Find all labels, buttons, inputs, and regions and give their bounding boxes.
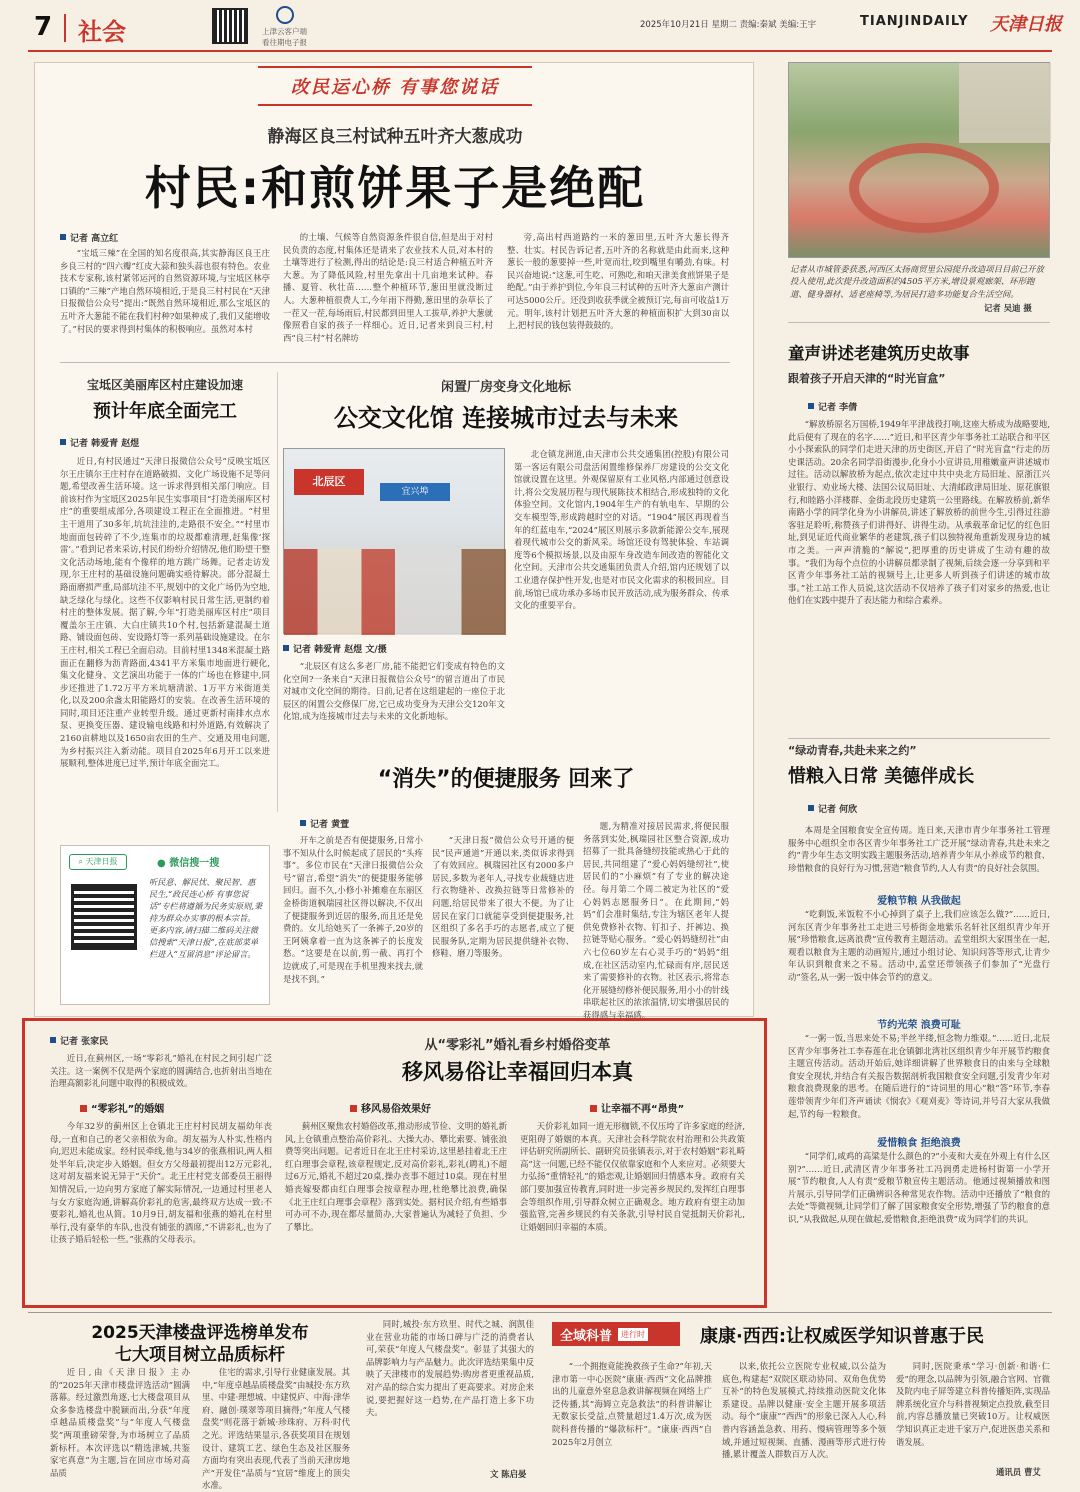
article3-kicker: 闲置厂房变身文化地标 <box>440 380 571 395</box>
section-marker-icon <box>350 1105 357 1112</box>
section-name: 社会 <box>78 18 126 46</box>
divider-right-1 <box>788 322 1050 323</box>
tianjin-cloud-logo-icon <box>276 6 294 24</box>
divider-lead <box>60 362 730 363</box>
promo-qr-code[interactable] <box>71 884 137 950</box>
bottom3-column-1: “一个拥抱竟能挽救孩子生命?”年初,天津市第一中心医院“康康·西西”文化品牌推出的儿童意外窒息急救讲解视频在网络上广泛传播,其“海姆立克急救法”的科普讲解让无数家长受益,点赞量超过1.4万次,成为医院科普传播的“爆款标杆”。“康康·西西”自2025年2月创立 <box>552 1361 712 1447</box>
page-number: 7 <box>34 12 53 42</box>
wechat-search-label <box>157 854 219 869</box>
bottom3-column-2: 以来,依托公立医院专业权威,以公益为底色,构建起“双院区联动协同、双角色优势互补”的特色发展模式,持续推动医院文化体系建设。品牌以健康·安全主题开展多项活动。每个“康康”“西西”的形象已深入人心,科普内容涵盖急救、用药、慢病管理等多个领域,并通过短视频、直播、漫画等形式进行传播,累计覆盖人群数百万人次。 <box>722 1361 886 1460</box>
side2-subhead-2: 节约光荣 浪费可耻 <box>877 1020 961 1031</box>
wechat-icon: ● <box>157 858 166 869</box>
featured-section-2 <box>350 1100 431 1115</box>
lead-column-3: 旁,高出村西道路约一米的葱田里,五叶齐大葱长得齐整、壮实。村民告诉记者,五叶齐的名称就是由此而来,这种葱长一般的葱要掉一些,叶宽而壮,咬到嘴里有嚼劲,有味。村民兴奋地说:“这葱,可生吃、可熟吃,和咱天津美食煎饼果子是绝配。”由于养护到位,今年良三村试种的五叶齐大葱亩产测计可达5000公斤。还没到收获季就全被预订完,每亩可收益1万元。明年,该村计划把五叶齐大葱的种植面积扩大到30亩以上,把村民的钱包装得鼓鼓的。 <box>507 232 729 331</box>
photo-sign-station-text: 宜兴埠 <box>401 487 429 497</box>
featured-intro: 近日,在蓟州区,一场“零彩礼”婚礼在村民之间引起广泛关注。这一案例不仅是两个家庭的圆满结合,也折射出当地在治理高额彩礼问题中取得的积极成效。 <box>50 1053 272 1089</box>
masthead-rule <box>28 50 1052 52</box>
photo-sign-red-text: 北辰区 <box>312 475 346 488</box>
article3-byline: 记者 韩爱青 赵煜 文/摄 <box>283 642 387 655</box>
side1-headline: 童声讲述老建筑历史故事 <box>788 344 970 363</box>
side2-intro: 本周是全国粮食安全宣传周。连日来,天津市青少年事务社工管理服务中心组织全市各区青少年事务社工广泛开展“绿动青春,共赴未来之约”青少年生态文明实践主题服务活动,培养青少年从小养成节约粮食、珍惜粮食的良好行为习惯,营造“粮食节约,人人有责”的良好社会氛围。 <box>788 825 1050 873</box>
article2-body: 近日,有村民通过“天津日报微信公众号”反映宝坻区尔王庄镇尔王庄村存在道路破损、文化广场设施不足等问题,希望改善生活环境。这一诉求得到相关部门响应。目前该村作为宝坻区2025年民生实事项目“打造美丽库区村庄”的重要组成部分,各项建设工程正在全面推进。“村里主干道用了30多年,坑坑洼洼的,走路很不安全。”“村里市地面面包砖碎了不少,连集市的垃圾都难清理,赶集像‘探雷’。”看到记者来采访,村民们纷纷介绍情况,他们盼望干整文化活动场地,能有个像样的地方跳广场舞。记者走访发现,尔王庄村的基础设施问题确实亟待解决。部分混凝土路面磨损严重,局部坑洼不平,规划中的文化广场仍为空地,缺乏绿化与绿化。这些不仅影响村民日常生活,更制约着村庄的整体发展。据了解,今年“打造美丽库区村庄”项目覆盖尔王庄镇、大白庄镇共10个村,包括新建混凝土道路、铺设面包砖、安设路灯等一系列基础设施建设。在尔王庄村,相关工程已全面启动。目前村里1348米混凝土路面正在翻修为沥青路面,4341平方米集市地面进行硬化,集文化健身、文艺演出功能于一体的广场也在修建中,同步还推进了1.72万平方米坑塘清淤、1万平方米街道美化,以及200余盏太阳能路灯的安装。在改善生活环境的同时,项目还注重产业转型升级。通过更新村南排水点水泵、更换变压器、建设输电线路和村外道路,有效解决了2160亩耕地以及1650亩农田的生产、交通及用电问题,为乡村振兴注入新动能。项目自2025年6月开工以来进展顺利,整体进度已过半,预计年底全面完工。 <box>60 456 270 769</box>
side2-body-1: “吃剩饭,米饭粒不小心掉到了桌子上,我们应该怎么做?”……近日,河东区青少年事务社工走进三号桥街金地紫乐名轩社区组织青少年开展“珍惜粮食,远离浪费”宣传教育主题活动。孟堂组织大家围坐在一起,观看以粮食为主题的动画短片,通过小组讨论、知识问答等形式,让青少年认识到粮食来之不易。活动中,孟堂还带领孩子们参加了“光盘行动”签名,从一粥一饭中体会节约的意义。 <box>788 909 1050 982</box>
paper-name-cn: 天津日报 <box>990 14 1062 35</box>
park-track-ring <box>849 143 999 233</box>
park-building <box>959 63 1051 143</box>
article4-column-2: “天津日报”微信公众号开通的便民“民声通道”开通以来,类似诉求得到了有效回应。枫瑞园社区有2000多户居民,多数为老年人,寻找专业裁缝店进行衣物缝补、改换拉链等日常修补的问题,给居民带来了很大不便。为了让居民在家门口就能享受到便捷服务,社区组织了多名手巧的志愿者,成立了便民服务队,定期为居民提供缝补衣物、修鞋、磨刀等服务。 <box>432 835 574 959</box>
bottom3-headline: 康康·西西:让权威医学知识普惠于民 <box>700 1326 985 1347</box>
article2-kicker: 宝坻区美丽库区村庄建设加速 <box>86 378 243 392</box>
lead-kicker: 静海区良三村试种五叶齐大葱成功 <box>267 127 523 147</box>
popsci-badge-tag: 进行时 <box>618 1328 648 1341</box>
lead-column-1: “宝坻三辣”在全国的知名度很高,其实静海区良王庄乡良三村的“四六瓣”红皮大蒜和独头蒜也很有特色。农业技术专家称,该村紧邻运河的自然资源环境,与宝坻区林亭口镇的“三辣”产地自然环境相近,于是良三村村民在“天津日报微信公众号”提出:“既然自然环境相近,那么宝坻区的五叶齐大葱能不能在我们村种?如果种成了,我们又能增收了。”村民的要求得到村集体的积极响应。虽然对本村 <box>60 248 270 334</box>
article3-body-right: 北仓镇龙洲道,由天津市公共交通集团(控股)有限公司第一客运有限公司盘活闲置维修保养厂房建设的公交文化馆就设置在这里。外观保留原有工业风格,内部通过创意设计,将公交发展历程与现代展陈技术相结合,形成独特的文化体验空间。文化馆内,1904年生产的有轨电车、早期的公交车模型等,形成跨越时空的对话。“1904”展区再现着当年的红蓝电车,“2024”展区则展示多款新能源公交车,展现着现代城市公交的新风采。场馆还设有驾驶体验、车站调度等6个模拟场景,以及由原车身改造车间改造的智能化文化空间。天津市公共交通集团负责人介绍,馆内还规划了以工业遗存保护性开发,也是对市民文化需求的积极回应。目前,场馆已成功承办多场市民开放活动,成为服务群众、传承文化的重要平台。 <box>514 449 729 611</box>
side2-subhead-3: 爱惜粮食 拒绝浪费 <box>877 1138 961 1149</box>
featured-section-3-title: 让幸福不再“昂贵” <box>601 1104 685 1115</box>
section-marker-icon <box>590 1105 597 1112</box>
park-photo <box>788 62 1050 258</box>
promo-text: 听民意、解民忧、聚民智、惠民生,“政民连心桥 有事您说话”专栏将遵循为民务实原则,秉持为群众办实事的根本宗旨。更多内容,请扫描二维码关注微信搜索“天津日报”,在底部菜单栏进入“互留消息”评论留言。 <box>149 877 263 959</box>
featured-section-1 <box>80 1100 164 1115</box>
photo-sign-station <box>380 483 450 501</box>
lead-column-2: 的土壤、气候等自然资源条件很自信,但是出于对村民负责的态度,村集体还是请来了农业技术人员,对本村的土壤等进行了检测,得出的结论是:良三村适合种植五叶齐大葱。为了降低风险,村里先拿出十几亩地来试种。春播、夏管、秋壮苗……整个种植环节,葱田里就没断过人。大葱种植很费人工,今年雨下得勤,葱田里的杂草长了一茬又一茬,每场雨后,村民都到田里人工拔草,养护大葱就像照看自家的孩子一样细心。近日,记者来到良三村,村西“良三村”村名牌坊 <box>283 232 493 343</box>
column-banner <box>258 66 532 106</box>
bottom1-headline-1: 2025天津楼盘评选榜单发布 <box>91 1323 309 1343</box>
featured-column-2: 蓟州区聚焦农村婚俗改革,推动形成节俭、文明的婚礼新风,上仓镇重点整治高价彩礼、大操大办、攀比索要、铺张浪费等突出问题。记者近日在北王庄村采访,这里悬挂着北王庄红白理事会章程,该章程规定,反对高价彩礼,彩礼(聘礼)不超过6万元,婚礼不超过20桌,操办丧事不超过10桌。现在村里婚丧嫁娶都由红白理事会按章程办理,杜绝攀比浪费,确保《北王庄红白理事会章程》落到实处。据村民介绍,有些婚事可办可不办,现在都尽量简办,大家普遍认为减轻了负担、少了攀比。 <box>285 1121 507 1232</box>
article4-column-1: 开车之前是否有便捷服务,日常小事不知从什么时候起成了居民的“头疼事”。多位市民在“天津日报微信公众号”留言,希望“消失”的便捷服务能够回归。面不久,小修小补摊难在东丽区金桥街道枫瑞园社区得以解决,不仅出了便捷服务到近居的服务,而且还是免费的。女儿给她买了一条裤子,20岁的王阿姨拿着一直为这条裤子的长度发愁。“这要是在以前,剪一截、再打个边就成了,可是现在手机里搜来找去,就是找不到。” <box>283 835 423 984</box>
featured-section-3 <box>590 1100 684 1115</box>
promo-tag[interactable] <box>69 854 127 870</box>
featured-section-2-title: 移风易俗效果好 <box>361 1104 431 1115</box>
masthead-divider <box>64 14 66 42</box>
featured-column-3: 天价彩礼如同一道无形枷锁,不仅压垮了许多家庭的经济,更阻碍了婚姻的本真。天津社会科学院农村治理和公共政策评估研究所副所长、副研究员张镇表示,对于农村婚姻“彩礼畸高”这一问题,已经不能仅仅依靠家庭和个人来应对。必须要大力弘扬“重情轻礼”的婚恋观,让婚姻回归情感本身。政府有关部门要加强宣传教育,同时进一步完善乡规民约,发挥红白理事会等组织作用,引导群众树立正确观念。地方政府有望主动加强监管,完善乡规民约有关条款,引导村民自觉抵制天价彩礼,让婚姻回归幸福的本质。 <box>520 1121 745 1232</box>
side1-subhead: 跟着孩子开启天津的“时光盲盒” <box>788 372 946 385</box>
issue-date: 2025年10月21日 星期二 责编:秦斌 美编:王宇 <box>640 20 817 30</box>
article2-byline: 记者 韩爱青 赵煜 <box>60 436 139 449</box>
side2-byline: 记者 何欣 <box>808 802 857 815</box>
masthead-qr-code <box>212 8 248 44</box>
divider-right-2 <box>788 738 1050 739</box>
side1-byline: 记者 李倩 <box>808 400 857 413</box>
featured-section-1-title: “零彩礼”的婚姻 <box>91 1104 165 1115</box>
lead-byline: 记者 高立红 <box>60 231 118 244</box>
qr-caption-2: 看往期电子报 <box>262 38 307 47</box>
bottom3-column-3: 同时,医院秉承“学习·创新·和谐·仁爱”的理念,以品牌为引领,融合官网、官微及院内电子屏等建立科普传播矩阵,实现品牌系统化宣介与科普视频定点投放,截至目前,内容总播放量已突破10万。让权威医学知识真正走进千家万户,促进医患关系和谐发展。 <box>896 1361 1050 1447</box>
park-photo-caption: 记者从市城管委获悉,河西区太扬商贸里公园提升改造项目目前已开放投入使用,此次提升改造面积约4505平方米,增设景观廊架、环形跑道、健身器材、适老座椅等,为居民打造多功能复合生活空间。 <box>790 264 1044 299</box>
section-marker-icon <box>80 1105 87 1112</box>
article4-column-3: 题,为精准对接居民需求,将便民服务落到实处,枫瑞园社区整合资源,成功招募了一批具备缝纫技能或热心于此的居民,共同组建了“爱心妈妈缝纫社”,使居民们的“小麻烦”有了专业的解决途径。每月第二个周二被定为社区的“爱心妈妈志愿服务日”。在此期间,“妈妈”们会准时集结,专注为辖区老年人提供免费修补衣物、钉扣子、扦裤边、换拉链等贴心服务。“爱心妈妈缝纫社”由六七位60岁左右心灵手巧的“妈妈”组成,在社区活动室内,忙碌而有序,居民送来了需要修补的衣物。社区表示,将常态化开展缝纫修补便民服务,用小小的针线串联起社区的浓浓温情,切实增强居民的获得感与幸福感。 <box>583 821 729 1020</box>
culture-museum-photo <box>283 448 505 634</box>
side2-body-3: “同学们,咸鸡的高粱是什么颜色的?”小麦和大麦在外观上有什么区别?”……近日,武清区青少年事务社工冯润勇走进杨村街第一小学开展“节约粮食,人人有责”爱粮节粮宣传主题活动。他通过视频播放和图片展示,引导同学们正确辨识各种常见农作物。活动中还播放了“粮食的去处”等微视频,让同学们了解了国家粮食安全形势,增强了节约粮食的意识,“从我做起,从现在做起,爱惜粮食,拒绝浪费”成为同学们的共识。 <box>788 1151 1050 1224</box>
paper-name-en: TIANJINDAILY <box>860 14 969 29</box>
search-icon: ⌕ <box>78 857 83 866</box>
side1-body: “解放桥原名万国桥,1949年平津战役打响,这座大桥成为战略要地,此后便有了现在的名字……”近日,和平区青少年事务社工站联合和平区小小探索队的同学们走进天津的历史街区,开启了“时光盲盒”行走的历史课活动。20余名同学沿街漫步,化身小小宣讲员,用稚嫩童声讲述城市过往。活动以解放桥为起点,依次走过中共中央北方局旧址、原浙江兴业银行、劝业场大楼、法国公议局旧址、大清邮政津局旧址、原花旗银行,和睦路小洋楼群、金街北段历史建筑一公里路线。在解放桥前,新华南路小学的同学化身为小讲解员,讲述了解放桥的前世今生,引得过往游客驻足聆听,称赞孩子们讲得好、讲得生动。从承载革命记忆的红色旧址,到见证近代商业繁华的老建筑,孩子们以独特视角重新发现身边的城市之美。一声声清脆的“解说”,把厚重的历史讲成了生动有趣的故事。“我们为每个点位的小讲解员都录制了视频,后续会逐一分享到和平区青少年事务社工站的视频号上,让更多人听到孩子们讲述的城市故事。”社工站工作人员说,这次活动不仅培养了孩子们对家乡的热爱,也让他们在实践中提升了表达能力和综合素养。 <box>788 419 1050 606</box>
vertical-divider-1 <box>277 372 278 812</box>
featured-byline: 记者 张家民 <box>50 1034 108 1047</box>
wechat-search-text: 微信搜一搜 <box>169 858 220 869</box>
divider-bottom <box>28 1312 1052 1313</box>
column-banner-text: 改民运心桥 有事您说话 <box>290 77 500 98</box>
photo-sign-red <box>294 469 364 495</box>
promo-tag-text: 天津日报 <box>85 857 118 866</box>
article2-headline: 预计年底全面完工 <box>93 401 237 422</box>
side2-headline: 惜粮入日常 美德伴成长 <box>788 766 975 787</box>
side2-subhead-1: 爱粮节粮 从我做起 <box>877 896 961 907</box>
qr-caption-1: 上津云客户端 <box>262 27 307 36</box>
photo-exhibit-wall <box>284 549 506 635</box>
park-photo-byline: 记者 吴迪 摄 <box>984 303 1032 313</box>
bottom2-author: 文 陈启晏 <box>490 1469 527 1479</box>
featured-kicker: 从“零彩礼”婚礼看乡村婚俗变革 <box>424 1038 611 1053</box>
bottom2-body: 同时,城投·东方玖里、时代之城、润凯佳业在营业功能的市场口碑与广泛的消费者认可,荣获“年度人气楼盘奖”。彰显了其强大的品牌影响力与产品魅力。此次评选结果集中反映了天津楼市的发展趋势:购房者更重视品质,对产品的综合实力提出了更高要求。对房企来说,要把握好这一趋势,在产品打造上多下功夫。 <box>366 1319 534 1418</box>
article3-headline: 公交文化馆 连接城市过去与未来 <box>333 404 679 432</box>
featured-column-1: 今年32岁的蓟州区上仓镇北王庄村村民胡友福幼年丧母,一直和自己的老父亲相依为命。胡友福为人朴实,性格内向,迟迟未能成家。经村民牵线,他与34岁的张燕相识,两人相处半年后,决定步入婚姻。但女方父母最初提出12万元彩礼,这对胡友福来说无异于“天价”。北王庄村党支部委员王丽得知情况后,一边向男方家庭了解实际情况,一边通过村里老人与女方家庭沟通,讲解高价彩礼的危害,最终双方达成一致:不要彩礼,婚礼也从简。10月9日,胡友福和张燕的婚礼在村里举行,没有豪华的车队,也没有铺张的酒席,“不讲彩礼,也为了让孩子婚后轻松一些。”张燕的父母表示。 <box>50 1121 272 1245</box>
side2-kicker: “绿动青春,共赴未来之约” <box>788 744 917 757</box>
masthead <box>0 0 1080 52</box>
wechat-promo-box <box>60 845 270 1005</box>
bottom1-headline-2: 七大项目树立品质标杆 <box>115 1345 285 1365</box>
featured-headline: 移风易俗让幸福回归本真 <box>402 1060 633 1084</box>
bottom3-author: 通讯员 曹艾 <box>996 1467 1041 1477</box>
bottom1-body-2: 住宅的需求,引导行业健康发展。其中,“年度卓越品质楼盘奖”由城投·东方玖里、中建·理想城、中建悦庐、中海·津华府、融创·璞翠等项目摘得;“年度人气楼盘奖”则花落于新城·珍珠府、万科·时代之光。评选结果显示,各获奖项目在规划设计、建筑工艺、绿色生态及社区服务方面均有突出表现,代表了当前天津房地产“开发住”品质与“宜居”维度上的顶尖水准。 <box>202 1367 350 1491</box>
popsci-badge-text: 全域科普 <box>560 1328 613 1344</box>
side2-body-2: “一粥一饭,当思来处不易;半丝半缕,恒念物力维艰。”……近日,北辰区青少年事务社工李春莲在北仓镇御北湾社区组织青少年开展节约粮食主题宣传活动。活动开始后,她详细讲解了世界粮食日的由来与全球粮食安全现状,并结合有关报告数据剖析我国粮食安全问题,引发青少年对粮食浪费现象的思考。在随后进行的“诗词里的用心”粮“答”环节,李春莲带领青少年们齐声诵读《悯农》《观刈麦》等诗词,并号召大家从我做起,节约每一粒粮食。 <box>788 1033 1050 1119</box>
article3-body-left: “北辰区有这么多老厂房,能不能把它们变成有特色的文化空间?一条来自“天津日报微信公众号”的留言道出了市民对城市文化空间的期待。日前,记者在这组建起的一座位于北辰区的闲置公交修保厂房,它已成功变身为天津公交120年文化馆,成为连接城市过去与未来的文化新地标。 <box>283 661 505 722</box>
bottom1-body-1: 近日,由《天津日报》主办的“2025年天津市楼盘评选活动”圆满落幕。经过激烈角逐,七大楼盘项目从众多参选楼盘中脱颖而出,分获“年度卓越品质楼盘奖”与“年度人气楼盘奖”两项重磅荣誉,为市场树立了品质新标杆。本次评选以“精选津城,共鉴家宅真意”为主题,旨在回应市场对高品质 <box>50 1367 190 1478</box>
article4-byline: 记者 黄萱 <box>300 817 349 830</box>
article4-headline: “消失”的便捷服务 回来了 <box>377 767 635 792</box>
lead-headline: 村民:和煎饼果子是绝配 <box>144 161 646 215</box>
popsci-badge <box>552 1322 680 1346</box>
